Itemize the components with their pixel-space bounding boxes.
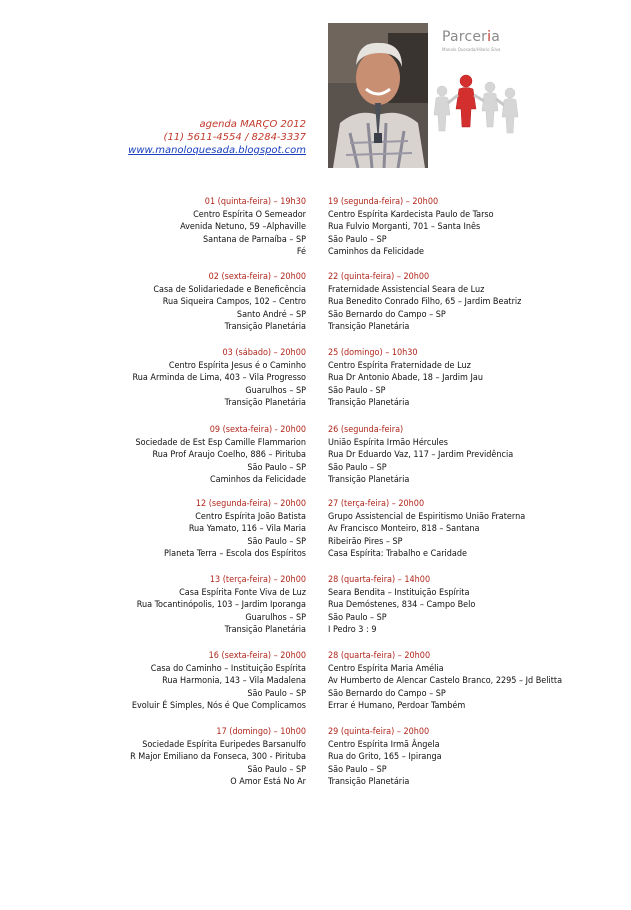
event-city: São Paulo – SP [328, 462, 387, 473]
event-theme: Transição Planetária [224, 398, 306, 409]
event-date: 26 (segunda-feira) [328, 425, 404, 435]
event-date: 17 (domingo) – 10h00 [216, 727, 306, 737]
people-holding-hands-icon [428, 63, 522, 143]
event-city: São Paulo – SP [247, 764, 306, 775]
event-address: Avenida Netuno, 59 –Alphaville [180, 222, 306, 233]
event-block [328, 650, 562, 713]
parceria-logo [428, 23, 522, 168]
event-venue: Centro Espírita Jesus é o Caminho [168, 360, 306, 371]
event-city: Guarulhos – SP [245, 612, 306, 623]
event-theme: Errar é Humano, Perdoar Também [328, 701, 466, 712]
event-venue: Centro Espírita Irmã Ângela [328, 739, 440, 750]
event-date: 02 (sexta-feira) – 20h00 [208, 272, 306, 282]
event-block [328, 271, 521, 334]
event-address: R Major Emiliano da Fonseca, 300 - Pirituba [130, 752, 306, 763]
event-block [328, 498, 525, 561]
event-theme: Transição Planetária [328, 475, 410, 486]
event-venue: Casa Espírita Fonte Viva de Luz [179, 587, 306, 598]
event-date: 25 (domingo) – 10h30 [328, 348, 418, 358]
event-theme: I Pedro 3 : 9 [328, 625, 377, 636]
event-venue: União Espírita Irmão Hércules [328, 437, 448, 448]
event-city: São Paulo – SP [247, 536, 306, 547]
event-address: Rua Yamato, 116 – Vila Maria [188, 524, 306, 535]
portrait-illustration [328, 23, 428, 168]
event-city: Santana de Parnaíba – SP [203, 234, 306, 245]
event-address: Rua Arminda de Lima, 403 – Vila Progresso [132, 373, 306, 384]
event-address: Rua Dr Eduardo Vaz, 117 – Jardim Previdência [328, 450, 514, 461]
event-theme: Transição Planetária [328, 398, 410, 409]
event-theme: Planeta Terra – Escola dos Espíritos [163, 549, 306, 560]
event-block [132, 650, 306, 713]
event-city: São Paulo – SP [328, 234, 387, 245]
event-venue: Sociedade Espírita Euripedes Barsanulfo [142, 739, 306, 750]
event-block [328, 347, 483, 410]
event-theme: Caminhos da Felicidade [209, 475, 306, 486]
event-address: Rua Fulvio Morganti, 701 – Santa Inês [328, 222, 481, 233]
event-venue: Centro Espírita Kardecista Paulo de Tarso [328, 209, 494, 220]
event-block [164, 498, 306, 561]
event-venue: Casa do Caminho – Instituição Espírita [150, 663, 306, 674]
event-city: São Paulo – SP [328, 764, 387, 775]
agenda-title: agenda MARÇO 2012 [199, 119, 306, 130]
event-address: Rua Tocantinópolis, 103 – Jardim Iporanga [136, 600, 306, 611]
event-block [153, 271, 306, 334]
event-block [133, 347, 306, 410]
event-date: 19 (segunda-feira) – 20h00 [328, 197, 439, 207]
event-block [328, 726, 442, 789]
event-theme: Fé [296, 247, 306, 258]
event-date: 09 (sexta-feira) - 20h00 [209, 425, 306, 435]
event-theme: Evoluir É Simples, Nós é Que Complicamos [131, 701, 306, 712]
event-city: São Paulo – SP [247, 688, 306, 699]
logo-title: Parceria [442, 29, 500, 45]
event-date: 28 (quarta-feira) – 14h00 [328, 575, 431, 585]
contact-phone: (11) 5611-4554 / 8284-3337 [163, 132, 306, 143]
event-city: São Paulo – SP [328, 612, 387, 623]
event-address: Rua Benedito Conrado Filho, 65 – Jardim Beatriz [328, 297, 522, 308]
event-date: 16 (sexta-feira) – 20h00 [208, 651, 306, 661]
event-city: São Paulo – SP [247, 462, 306, 473]
event-block [328, 424, 513, 487]
event-venue: Centro Espírita Maria Amélia [328, 663, 444, 674]
event-venue: Centro Espírita Fraternidade de Luz [328, 360, 471, 371]
event-address: Av Francisco Monteiro, 818 – Santana [328, 524, 480, 535]
event-date: 12 (segunda-feira) – 20h00 [195, 499, 306, 509]
event-address: Rua Dr Antonio Abade, 18 – Jardim Jau [328, 373, 483, 384]
event-theme: Casa Espírita: Trabalho e Caridade [328, 549, 467, 560]
event-date: 28 (quarta-feira) – 20h00 [328, 651, 431, 661]
event-date: 01 (quinta-feira) – 19h30 [204, 197, 306, 207]
event-address: Rua Harmonia, 143 – Vila Madalena [162, 676, 306, 687]
event-block [328, 196, 494, 259]
event-city: Santo André – SP [236, 309, 306, 320]
event-city: Guarulhos – SP [245, 385, 306, 396]
event-theme: Transição Planetária [328, 322, 410, 333]
event-theme: Transição Planetária [328, 777, 410, 788]
event-date: 13 (terça-feira) – 20h00 [209, 575, 306, 585]
event-city: Ribeirão Pires – SP [328, 536, 403, 547]
event-venue: Grupo Assistencial de Espiritismo União Fraterna [328, 511, 526, 522]
logo-subtitle: Manolo Quesada/Hilario Silva [442, 47, 501, 52]
event-address: Rua do Grito, 165 – Ipiranga [328, 752, 442, 763]
event-address: Rua Demóstenes, 834 – Campo Belo [328, 600, 476, 611]
event-date: 29 (quinta-feira) – 20h00 [328, 727, 430, 737]
event-venue: Fraternidade Assistencial Seara de Luz [328, 284, 485, 295]
event-address: Rua Siqueira Campos, 102 – Centro [162, 297, 306, 308]
event-venue: Centro Espírita O Semeador [193, 209, 306, 220]
event-date: 22 (quinta-feira) – 20h00 [328, 272, 430, 282]
event-block [130, 726, 306, 789]
event-theme: Transição Planetária [224, 625, 306, 636]
event-block [137, 574, 306, 637]
event-venue: Sociedade de Est Esp Camille Flammarion [135, 437, 306, 448]
event-venue: Seara Bendita – Instituição Espírita [328, 587, 470, 598]
blog-link[interactable]: www.manoloquesada.blogspot.com [128, 145, 306, 156]
event-date: 03 (sábado) – 20h00 [222, 348, 306, 358]
event-address: Rua Prof Araujo Coelho, 886 – Pirituba [152, 450, 306, 461]
event-theme: O Amor Está No Ar [230, 777, 306, 788]
speaker-photo [328, 23, 428, 168]
event-city: São Bernardo do Campo – SP [328, 688, 446, 699]
event-block [328, 574, 475, 637]
event-venue: Casa de Solidariedade e Beneficência [153, 284, 306, 295]
event-city: São Paulo - SP [328, 385, 386, 396]
event-theme: Transição Planetária [224, 322, 306, 333]
event-block [180, 196, 306, 259]
agenda-header [128, 118, 306, 157]
event-venue: Centro Espírita João Batista [195, 511, 306, 522]
event-block [136, 424, 306, 487]
event-city: São Bernardo do Campo – SP [328, 309, 446, 320]
event-address: Av Humberto de Alencar Castelo Branco, 2295 – Jd Belitta [328, 676, 563, 687]
event-date: 27 (terça-feira) – 20h00 [328, 499, 425, 509]
event-theme: Caminhos da Felicidade [328, 247, 425, 258]
